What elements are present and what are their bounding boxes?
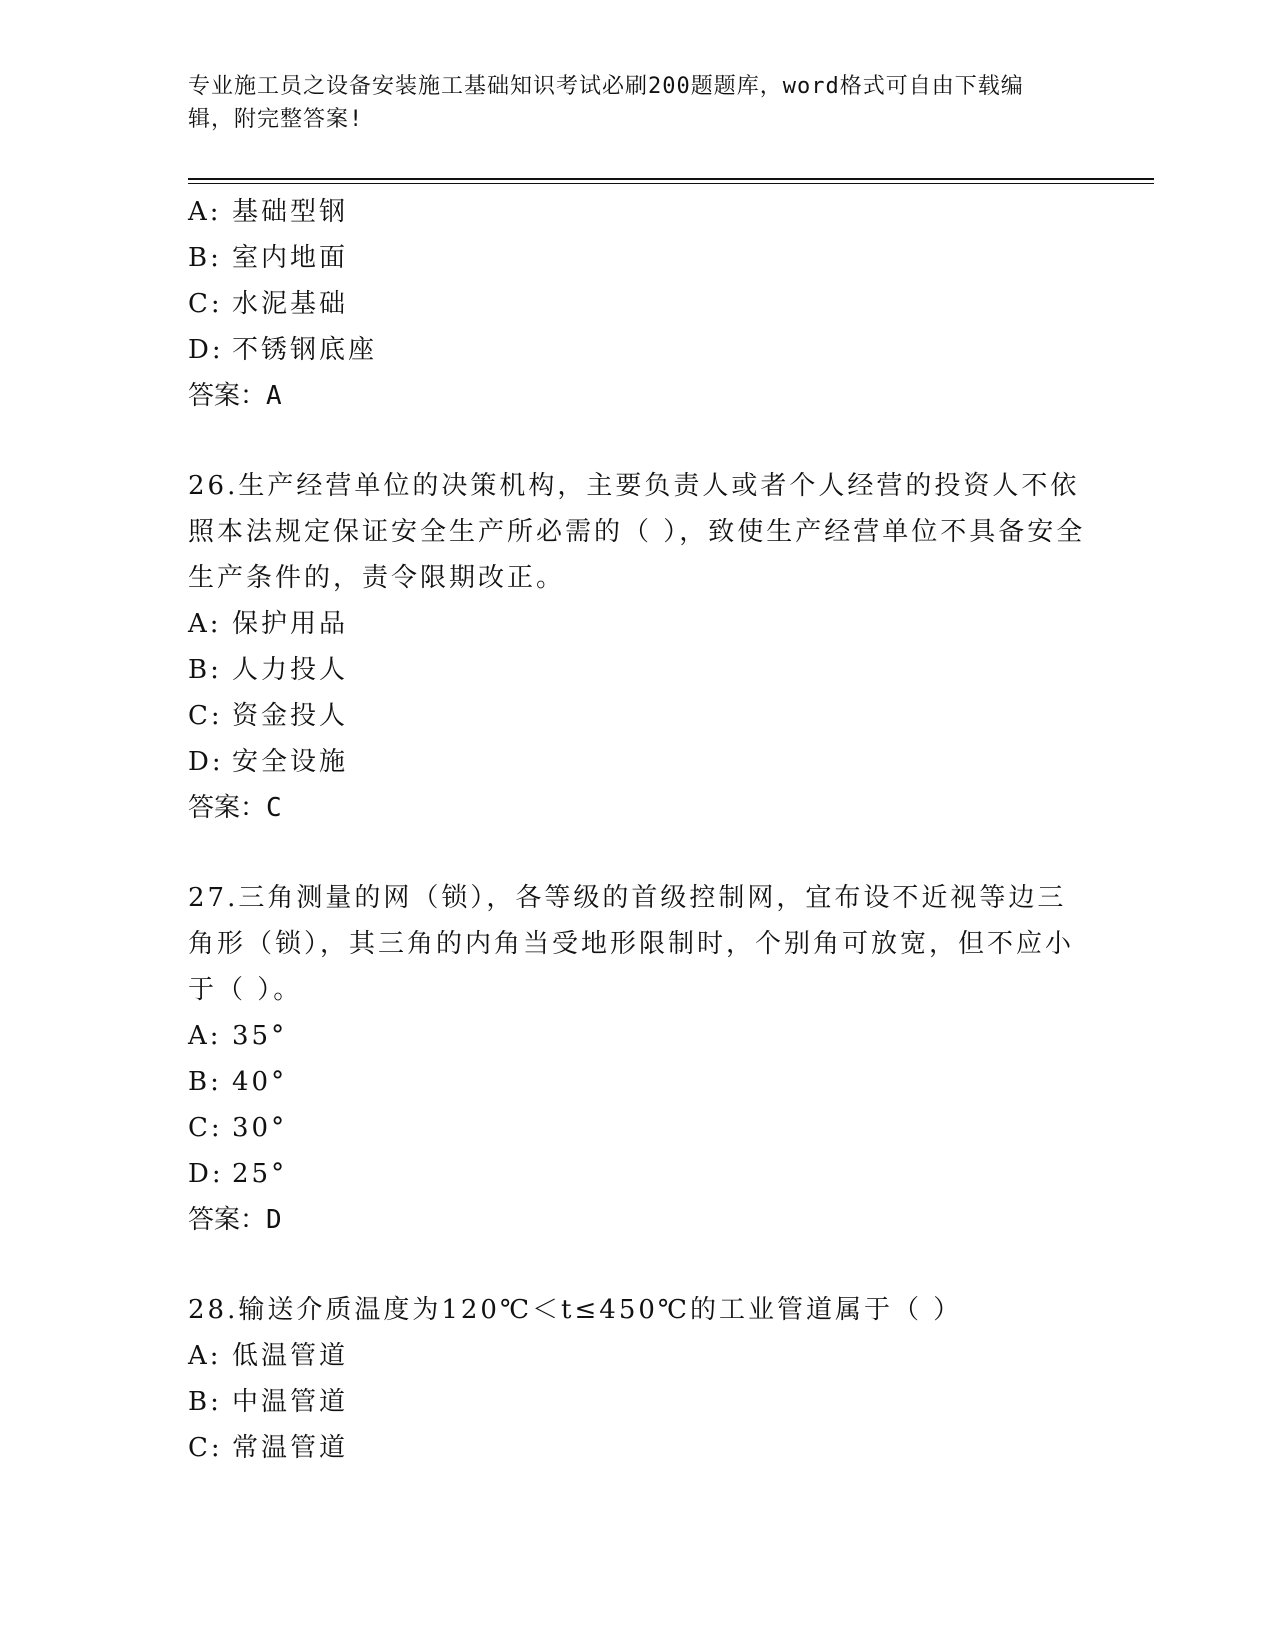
option-text: 25° [232,1159,288,1189]
option-c [188,693,1088,739]
option-key: A: [188,197,222,227]
question-text: 26.生产经营单位的决策机构，主要负责人或者个人经营的投资人不依照本法规定保证安全生产所必需的（ ），致使生产经营单位不具备安全生产条件的，责令限期改正。 [188,471,1086,593]
option-text: 资金投人 [232,701,349,731]
option-b [188,235,1088,281]
option-text: 常温管道 [232,1433,349,1463]
option-text: 安全设施 [232,747,349,777]
option-key: B: [188,243,222,273]
question-block [188,875,1088,1243]
option-c [188,1105,1088,1151]
option-b [188,1379,1088,1425]
option-key: C: [188,1433,223,1463]
answer-line: 答案：A [188,381,282,411]
option-b [188,1059,1088,1105]
option-text: 中温管道 [232,1387,349,1417]
option-key: B: [188,1387,222,1417]
option-key: D: [188,747,224,777]
header-divider-thick [188,178,1154,180]
question-block [188,463,1088,831]
option-c [188,1425,1088,1471]
option-text: 人力投人 [232,655,349,685]
option-text: 基础型钢 [232,197,349,227]
answer-line: 答案：D [188,1205,282,1235]
question-list [188,189,1088,1471]
option-key: B: [188,1067,222,1097]
question-block [188,1287,1088,1471]
option-b [188,647,1088,693]
question-block [188,189,1088,419]
option-key: C: [188,1113,223,1143]
option-c [188,281,1088,327]
option-a [188,601,1088,647]
question-text: 27.三角测量的网（锁），各等级的首级控制网，宜布设不近视等边三角形（锁），其三角的内角当受地形限制时，个别角可放宽，但不应小于（ ）。 [188,883,1075,1005]
option-a [188,1333,1088,1379]
option-a [188,1013,1088,1059]
option-key: D: [188,1159,224,1189]
option-key: A: [188,609,222,639]
option-key: A: [188,1341,222,1371]
option-text: 保护用品 [232,609,349,639]
option-key: D: [188,335,224,365]
header-divider-thin [188,183,1154,184]
option-key: C: [188,701,223,731]
option-key: A: [188,1021,222,1051]
option-key: C: [188,289,223,319]
option-text: 低温管道 [232,1341,349,1371]
option-text: 35° [232,1021,288,1051]
option-text: 30° [232,1113,288,1143]
option-d [188,1151,1088,1197]
option-key: B: [188,655,222,685]
option-d [188,327,1088,373]
question-text: 28.输送介质温度为120℃＜t≤450℃的工业管道属于（ ） [188,1295,963,1325]
option-text: 40° [232,1067,288,1097]
option-a [188,189,1088,235]
option-text: 不锈钢底座 [232,335,378,365]
option-d [188,739,1088,785]
option-text: 水泥基础 [232,289,349,319]
option-text: 室内地面 [232,243,349,273]
document-title: 专业施工员之设备安装施工基础知识考试必刷200题题库，word格式可自由下载编辑，附完整答案! [188,74,1024,132]
answer-line: 答案：C [188,793,282,823]
